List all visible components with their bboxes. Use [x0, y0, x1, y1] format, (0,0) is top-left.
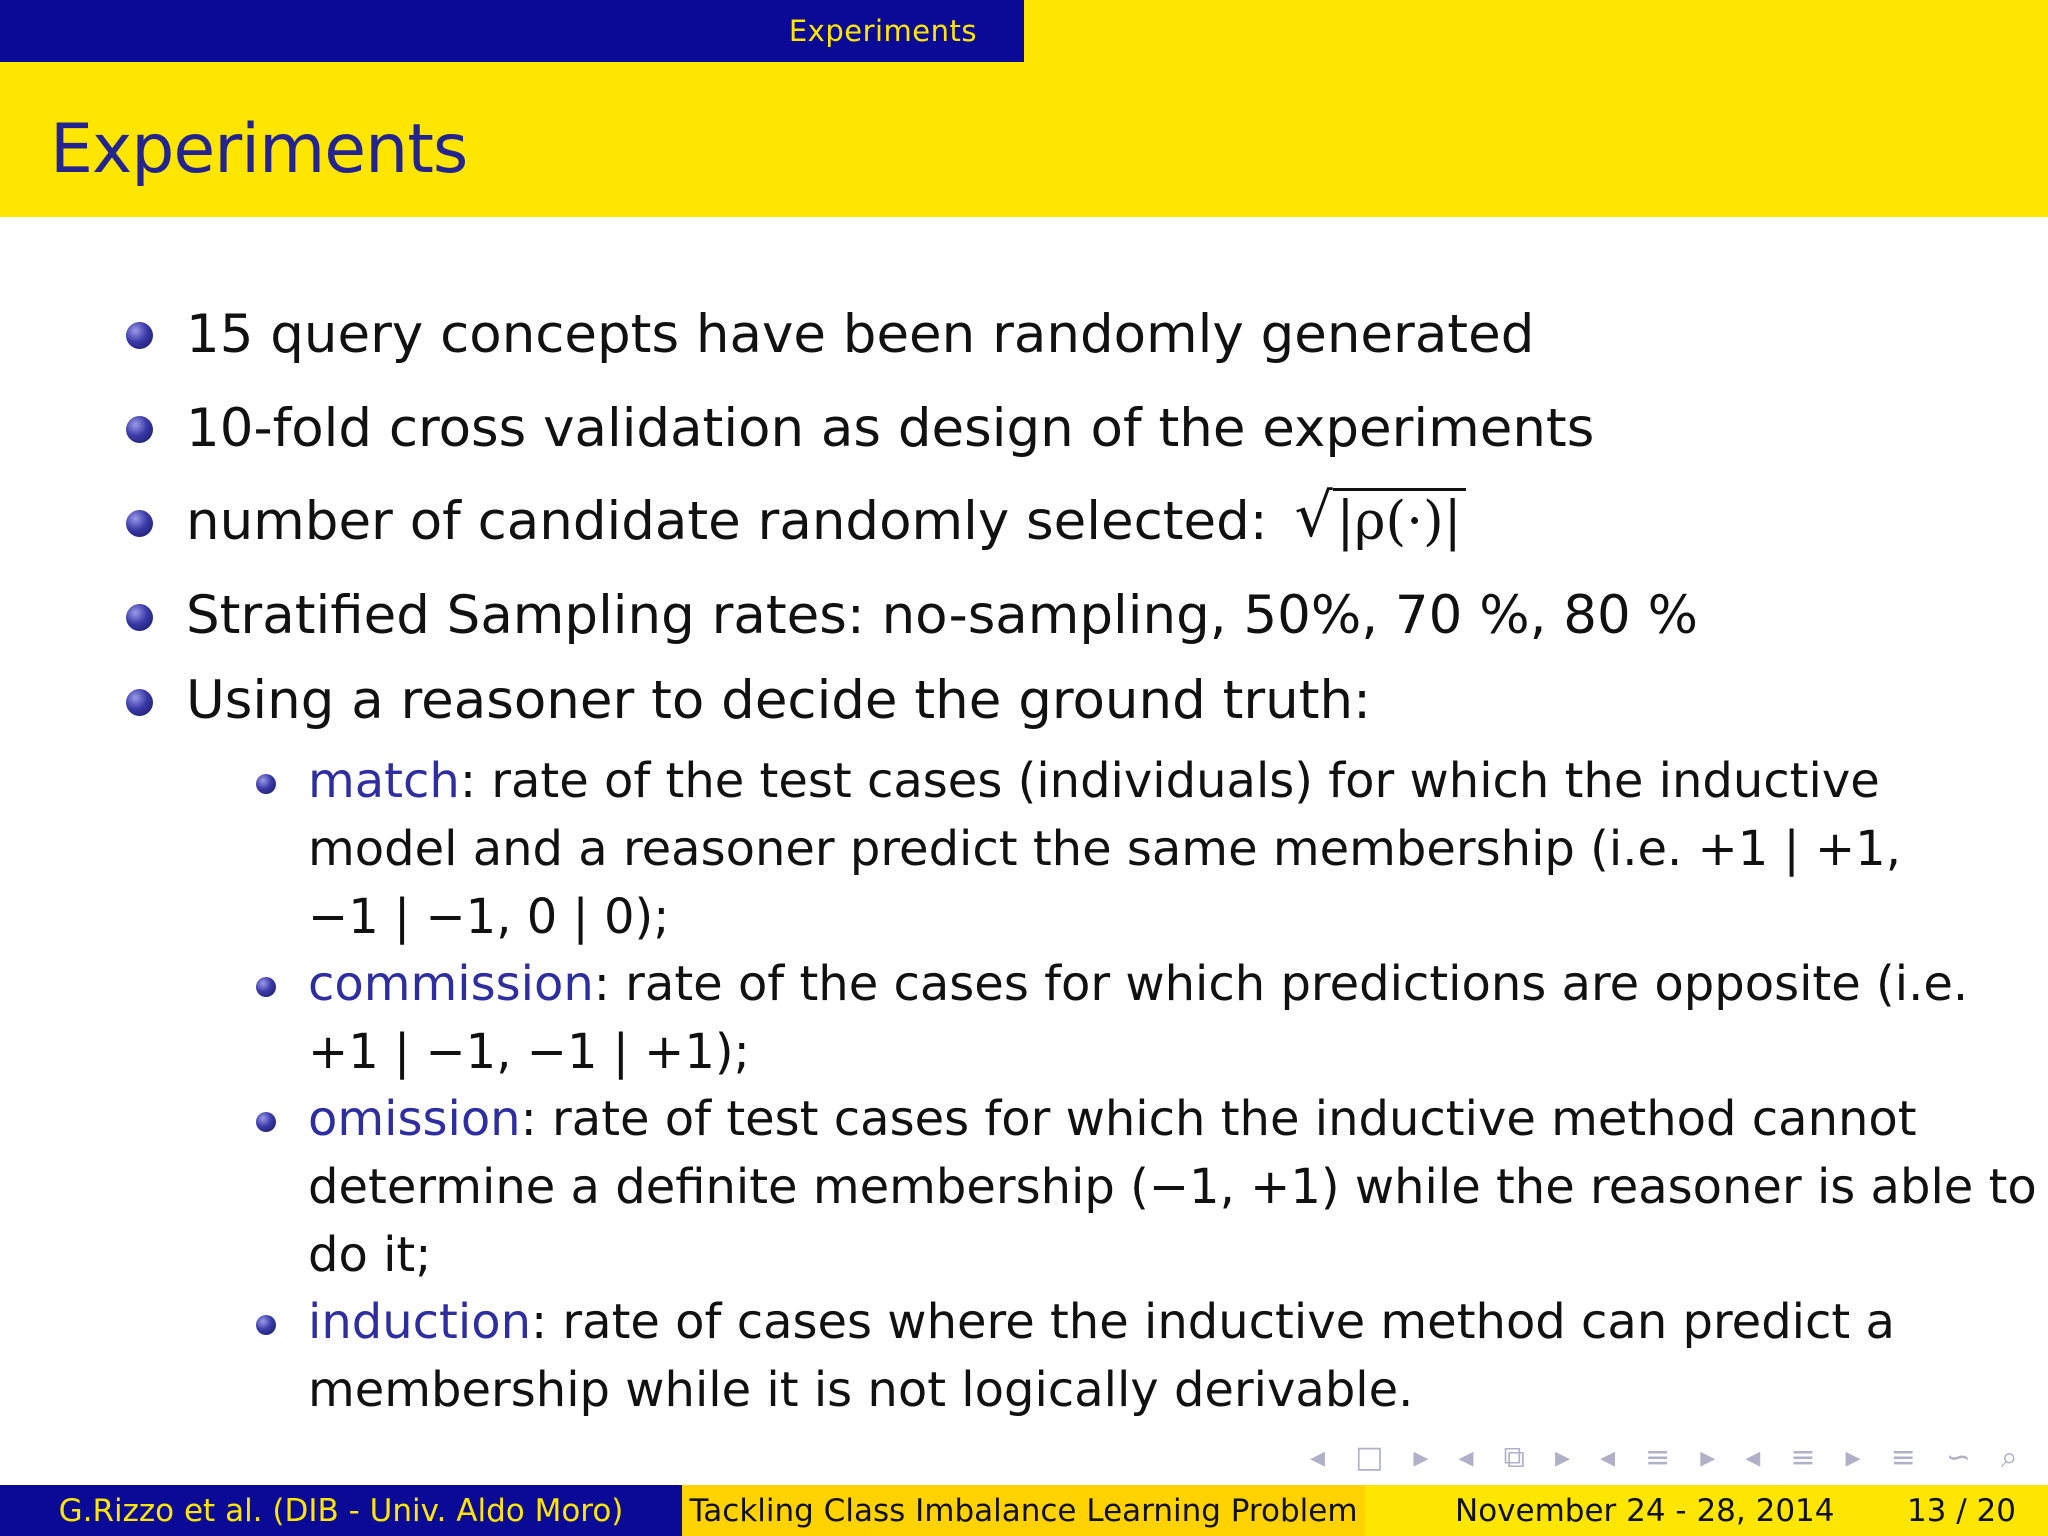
doc-icon[interactable]: ≡ [1790, 1440, 1816, 1475]
bullet-item: Stratified Sampling rates: no-sampling, 50%, 70 %, 80 % [186, 585, 1698, 646]
term-match: match [308, 753, 460, 809]
subsection-prev-icon[interactable]: ◂ [1458, 1440, 1474, 1475]
zoom-icon[interactable]: ⌕ [2000, 1440, 2018, 1475]
section-label[interactable]: Experiments [788, 14, 977, 48]
footer [0, 1485, 2048, 1536]
bullet-icon [126, 322, 153, 349]
bullet-icon [126, 416, 153, 443]
frame-next-icon[interactable]: ▸ [1413, 1440, 1429, 1475]
footer-talk-title: Tackling Class Imbalance Learning Problem [682, 1485, 1365, 1536]
sub-bullet-icon [256, 1315, 276, 1335]
sub-line: : rate of the cases for which predictions are opposite (i.e. [593, 956, 1969, 1012]
appendix-icon[interactable]: ≡ [1890, 1440, 1916, 1475]
formula-text: |ρ(·)| [1333, 488, 1466, 552]
sub-line: : rate of test cases for which the inductive method cannot [520, 1091, 1917, 1147]
sub-line: model and a reasoner predict the same membership (i.e. +1 | +1, [308, 821, 1901, 877]
sub-line: : rate of the test cases (individuals) for which the inductive [459, 753, 1880, 809]
term-induction: induction [308, 1294, 531, 1350]
footer-date-page [1365, 1485, 2048, 1536]
subsection-next-icon[interactable]: ▸ [1554, 1440, 1571, 1475]
sub-bullet-match [308, 747, 1880, 815]
frame-icon[interactable]: □ [1355, 1440, 1384, 1475]
title-band [0, 62, 2048, 217]
frame-prev-icon[interactable]: ◂ [1310, 1440, 1326, 1475]
bullet-item: 15 query concepts have been randomly generated [186, 304, 1535, 365]
sub-bullet-induction [308, 1288, 1895, 1356]
bullet-icon [126, 689, 153, 716]
sub-line: −1 | −1, 0 | 0); [308, 889, 670, 945]
bullet-item: 10-fold cross validation as design of the experiments [186, 398, 1595, 459]
sub-line: : rate of cases where the inductive method can predict a [530, 1294, 1895, 1350]
doc-prev-icon[interactable]: ◂ [1745, 1440, 1761, 1475]
sub-bullet-icon [256, 1112, 276, 1132]
sub-line: do it; [308, 1227, 432, 1283]
sub-bullet-icon [256, 774, 276, 794]
bullet-item: Using a reasoner to decide the ground truth: [186, 670, 1371, 731]
sub-bullet-omission [308, 1085, 1917, 1153]
sub-line: +1 | −1, −1 | +1); [308, 1024, 750, 1080]
footer-authors: G.Rizzo et al. (DIB - Univ. Aldo Moro) [0, 1485, 682, 1536]
sub-line: membership while it is not logically derivable. [308, 1362, 1414, 1418]
bullet-icon [126, 604, 153, 631]
section-navigation[interactable] [0, 0, 1024, 62]
footer-date: November 24 - 28, 2014 [1455, 1492, 1835, 1529]
section-next-icon[interactable]: ▸ [1700, 1440, 1716, 1475]
sub-bullet-commission [308, 950, 1968, 1018]
bullet-item [186, 481, 1466, 557]
sub-line: determine a definite membership (−1, +1) while the reasoner is able to [308, 1159, 2037, 1215]
navigation-symbols[interactable] [1310, 1440, 2018, 1475]
sub-bullet-icon [256, 977, 276, 997]
sqrt-sign-icon: √ [1294, 481, 1333, 551]
bullet-icon [126, 510, 153, 537]
bullet-text: number of candidate randomly selected: [186, 491, 1268, 552]
sqrt-formula [1294, 481, 1466, 557]
slide-title: Experiments [50, 110, 468, 189]
doc-next-icon[interactable]: ▸ [1845, 1440, 1861, 1475]
subsection-icon[interactable]: ⧉ [1503, 1440, 1525, 1475]
term-omission: omission [308, 1091, 521, 1147]
term-commission: commission [308, 956, 594, 1012]
footer-page-number: 13 / 20 [1906, 1492, 2016, 1529]
section-prev-icon[interactable]: ◂ [1600, 1440, 1616, 1475]
section-icon[interactable]: ≡ [1645, 1440, 1671, 1475]
search-icon[interactable]: ∽ [1945, 1440, 1971, 1475]
